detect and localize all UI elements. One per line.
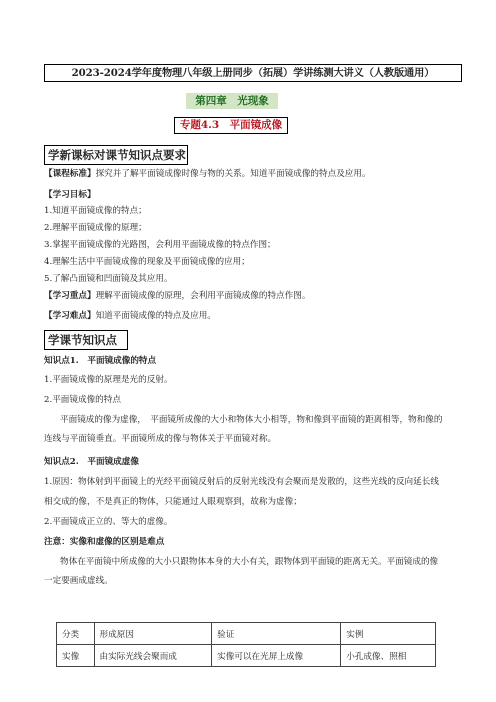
difficulty-point — [44, 310, 216, 322]
knowledge-point-2-title: 知识点2. 平面镜成虚像 — [44, 457, 139, 467]
section-heading-requirements: 学新课标对课节知识点要求 — [44, 145, 188, 165]
table-cell: 实像可以在光屏上成像 — [212, 645, 341, 667]
table-header-cell: 形成原因 — [94, 623, 212, 645]
comparison-table — [56, 622, 436, 667]
key-point-label: 【学习重点】 — [44, 291, 96, 301]
kp1-item: 2.平面镜成像的特点 — [44, 395, 121, 405]
table-cell: 由实际光线会聚而成 — [94, 645, 212, 667]
course-standard-label: 【课程标准】 — [44, 169, 96, 179]
difficulty-label: 【学习难点】 — [44, 311, 96, 321]
table-row — [57, 645, 436, 667]
chapter-heading: 第四章 光现象 — [186, 93, 278, 109]
kp1-paragraph: 平面镜成的像为虚像， 平面镜所成像的大小和物体大小相等，物和像到平面镜的距离相等，物和像的 — [60, 415, 443, 425]
table-cell: 实像 — [57, 645, 95, 667]
course-standard — [44, 168, 371, 180]
kp2-item: 2.平面镜成正立的、等大的虚像。 — [44, 517, 173, 527]
topic-heading: 专题4.3 平面镜成像 — [174, 117, 288, 134]
goal-item: 2.理解平面镜成像的原理； — [44, 223, 147, 233]
document-title: 2023-2024学年度物理八年级上册同步（拓展）学讲练测大讲义（人教版通用） — [44, 64, 462, 82]
note-title: 注意：实像和虚像的区别是难点 — [44, 537, 165, 547]
course-standard-text: 探究并了解平面镜成像时像与物的关系。知道平面镜成像的特点及应用。 — [95, 169, 371, 179]
kp2-item: 相交成的像，不是真正的物体，只能通过人眼观察到，故称为虚像； — [44, 497, 302, 507]
goals-label: 【学习目标】 — [44, 190, 96, 200]
table-header-cell: 实例 — [341, 623, 436, 645]
goal-item: 5.了解凸面镜和凹面镜及其应用。 — [44, 274, 173, 284]
goal-item: 3.掌握平面镜成像的光路图，会利用平面镜成像的特点作图； — [44, 240, 276, 250]
knowledge-point-1-title: 知识点1. 平面镜成像的特点 — [44, 356, 157, 366]
kp1-item: 1.平面镜成像的原理是光的反射。 — [44, 375, 173, 385]
note-paragraph: 一定要画成虚线。 — [44, 576, 113, 586]
table-cell: 小孔成像、照相 — [341, 645, 436, 667]
table-header-cell: 验证 — [212, 623, 341, 645]
note-paragraph: 物体在平面镜中所成像的大小只跟物体本身的大小有关，跟物体到平面镜的距离无关。平面镜成的像 — [60, 557, 439, 567]
section-heading-knowledge: 学课节知识点 — [44, 330, 128, 350]
difficulty-text: 知道平面镜成像的特点及应用。 — [95, 311, 216, 321]
key-point — [44, 290, 310, 302]
table-header-cell: 分类 — [57, 623, 95, 645]
table-header-row — [57, 623, 436, 645]
kp1-paragraph: 连线与平面镜垂直。平面镜所成的像与物体关于平面镜对称。 — [44, 434, 277, 444]
goal-item: 1.知道平面镜成像的特点； — [44, 206, 147, 216]
kp2-item: 1.原因：物体射到平面镜上的光经平面镜反射后的反射光线没有会聚而是发散的，这些光线的反向延长线 — [44, 477, 439, 487]
goal-item: 4.理解生活中平面镜成像的现象及平面镜成像的应用； — [44, 257, 250, 267]
key-point-text: 理解平面镜成像的原理，会利用平面镜成像的特点作图。 — [95, 291, 311, 301]
